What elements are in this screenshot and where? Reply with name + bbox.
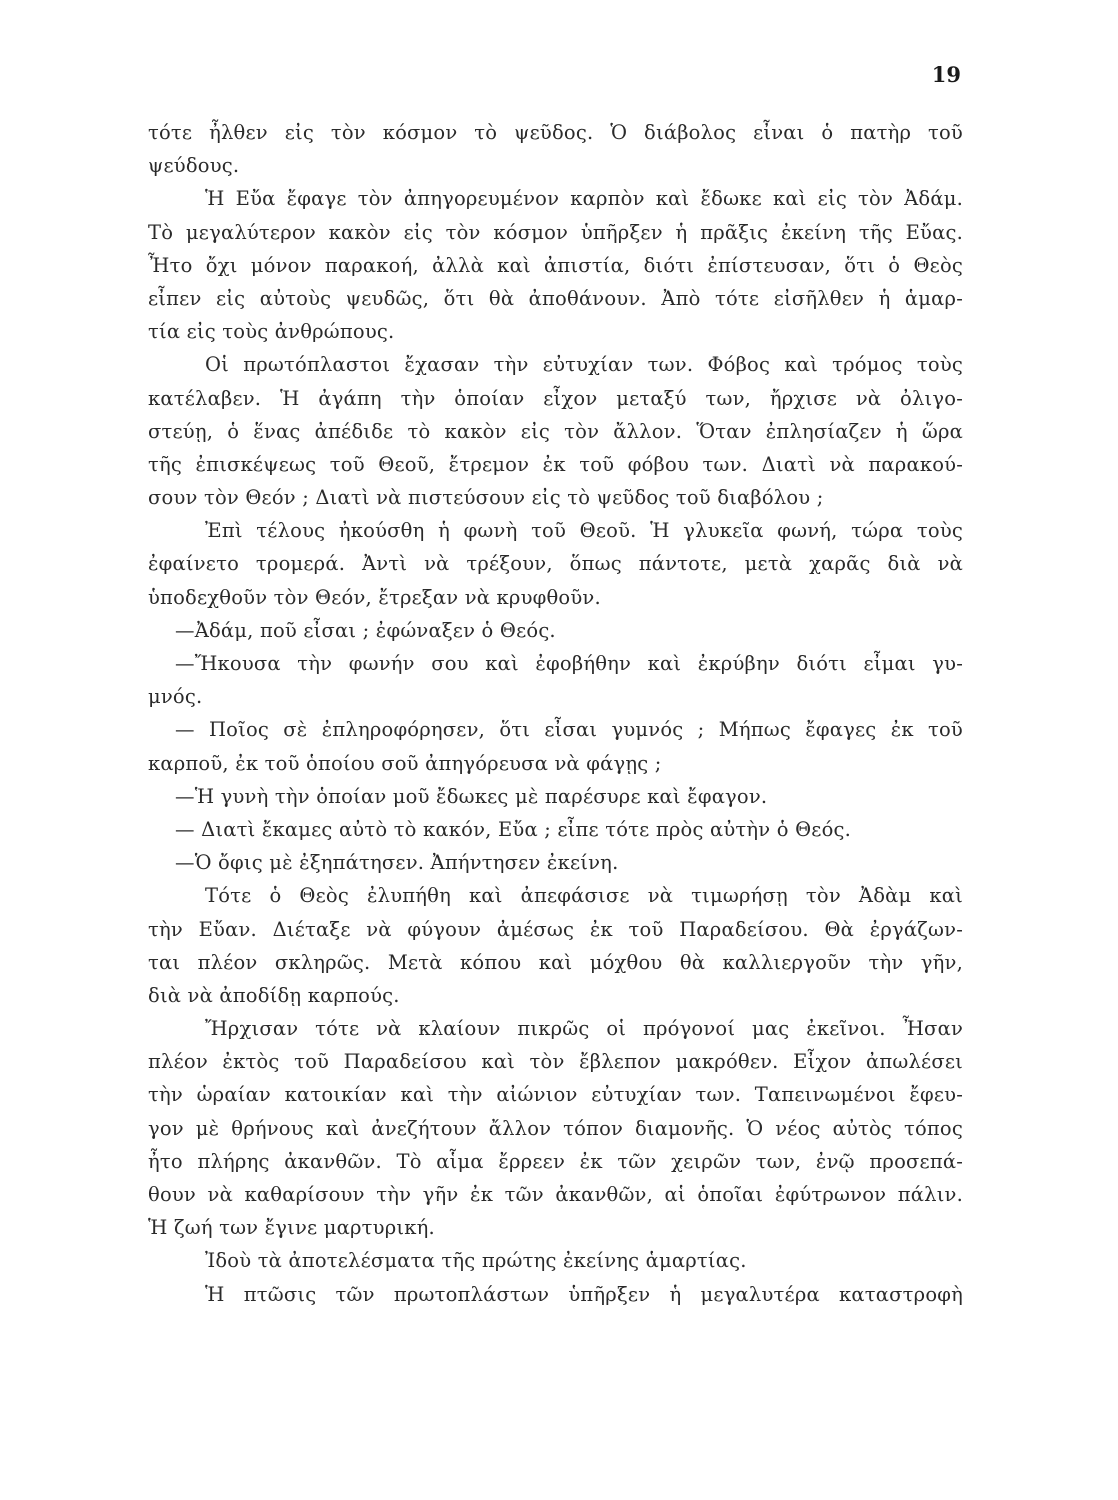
text-line: Ἐπὶ τέλους ἠκούσθη ἡ φωνὴ τοῦ Θεοῦ. Ἡ γλυκεῖα φωνή, τώρα τοὺς (205, 519, 963, 543)
text-line: Ἡ πτῶσις τῶν πρωτοπλάστων ὑπῆρξεν ἡ μεγαλυτέρα καταστροφὴ (205, 1282, 963, 1306)
text-line: θουν νὰ καθαρίσουν τὴν γῆν ἐκ τῶν ἀκανθῶν, αἱ ὁποῖαι ἐφύτρωνον πάλιν. (148, 1183, 963, 1206)
text-line: μνός. (148, 685, 203, 709)
text-line: καρποῦ, ἐκ τοῦ ὁποίου σοῦ ἀπηγόρευσα νὰ φάγῃς ; (148, 751, 662, 775)
text-line: τία εἰς τοὺς ἀνθρώπους. (148, 320, 395, 344)
text-line: —Ὁ ὄφις μὲ ἐξηπάτησεν. Ἀπήντησεν ἐκείνη. (175, 851, 619, 875)
text-line: — Ποῖος σὲ ἐπληροφόρησεν, ὅτι εἶσαι γυμνός ; Μήπως ἔφαγες ἐκ τοῦ (175, 718, 963, 742)
text-line: Ἦτο ὄχι μόνον παρακοή, ἀλλὰ καὶ ἀπιστία, διότι ἐπίστευσαν, ὅτι ὁ Θεὸς (148, 253, 963, 277)
text-line: Ἡ Εὔα ἔφαγε τὸν ἀπηγορευμένον καρπὸν καὶ ἔδωκε καὶ εἰς τὸν Ἀδάμ. (205, 187, 963, 211)
text-line: —Ἀδάμ, ποῦ εἶσαι ; ἐφώναξεν ὁ Θεός. (175, 618, 556, 642)
text-line: Ἰδοὺ τὰ ἀποτελέσματα τῆς πρώτης ἐκείνης ἁμαρτίας. (205, 1249, 747, 1273)
text-line: στεύῃ, ὁ ἕνας ἀπέδιδε τὸ κακὸν εἰς τὸν ἄλλον. Ὅταν ἐπλησίαζεν ἡ ὥρα (148, 419, 963, 443)
text-line: Ἡ ζωή των ἔγινε μαρτυρική. (148, 1216, 435, 1240)
text-line: διὰ νὰ ἀποδίδῃ καρπούς. (148, 983, 400, 1007)
text-line: πλέον ἐκτὸς τοῦ Παραδείσου καὶ τὸν ἔβλεπον μακρόθεν. Εἶχον ἀπωλέσει (148, 1050, 963, 1074)
text-line: ται πλέον σκληρῶς. Μετὰ κόπου καὶ μόχθου θὰ καλλιεργοῦν τὴν γῆν, (148, 950, 963, 974)
text-line: σουν τὸν Θεόν ; Διατὶ νὰ πιστεύσουν εἰς τὸ ψεῦδος τοῦ διαβόλου ; (148, 486, 824, 510)
text-line: γον μὲ θρήνους καὶ ἀνεζήτουν ἄλλον τόπον διαμονῆς. Ὁ νέος αὐτὸς τόπος (148, 1116, 963, 1140)
text-line: ἐφαίνετο τρομερά. Ἀντὶ νὰ τρέξουν, ὅπως πάντοτε, μετὰ χαρᾶς διὰ νὰ (148, 552, 963, 576)
text-line: —Ἤκουσα τὴν φωνήν σου καὶ ἐφοβήθην καὶ ἐκρύβην διότι εἶμαι γυ- (175, 652, 963, 675)
text-line: ἦτο πλήρης ἀκανθῶν. Τὸ αἷμα ἔρρεεν ἐκ τῶν χειρῶν των, ἐνῷ προσεπά- (148, 1149, 963, 1173)
text-line: τὴν ὡραίαν κατοικίαν καὶ τὴν αἰώνιον εὐτυχίαν των. Ταπεινωμένοι ἔφευ- (148, 1083, 963, 1107)
text-line: ψεύδους. (148, 154, 240, 178)
page-number: 19 (931, 62, 961, 87)
text-line: κατέλαβεν. Ἡ ἀγάπη τὴν ὁποίαν εἶχον μεταξύ των, ἤρχισε νὰ ὀλιγο- (148, 386, 963, 410)
text-line: ὑποδεχθοῦν τὸν Θεόν, ἔτρεξαν νὰ κρυφθοῦν. (148, 585, 601, 609)
text-line: εἶπεν εἰς αὐτοὺς ψευδῶς, ὅτι θὰ ἀποθάνουν. Ἀπὸ τότε εἰσῆλθεν ἡ ἁμαρ- (148, 286, 963, 310)
text-line: Τότε ὁ Θεὸς ἐλυπήθη καὶ ἀπεφάσισε νὰ τιμωρήσῃ τὸν Ἀδὰμ καὶ (205, 884, 963, 908)
text-line: Τὸ μεγαλύτερον κακὸν εἰς τὸν κόσμον ὑπῆρξεν ἡ πρᾶξις ἐκείνη τῆς Εὔας. (148, 220, 963, 244)
text-line: τῆς ἐπισκέψεως τοῦ Θεοῦ, ἔτρεμον ἐκ τοῦ φόβου των. Διατὶ νὰ παρακού- (148, 452, 963, 476)
text-line: —Ἡ γυνὴ τὴν ὁποίαν μοῦ ἔδωκες μὲ παρέσυρε καὶ ἔφαγον. (175, 784, 768, 808)
text-line: Οἱ πρωτόπλαστοι ἔχασαν τὴν εὐτυχίαν των. Φόβος καὶ τρόμος τοὺς (205, 353, 963, 377)
text-line: τότε ἦλθεν εἰς τὸν κόσμον τὸ ψεῦδος. Ὁ διάβολος εἶναι ὁ πατὴρ τοῦ (148, 121, 963, 144)
body-text (148, 116, 963, 1311)
text-line: Ἤρχισαν τότε νὰ κλαίουν πικρῶς οἱ πρόγονοί μας ἐκεῖνοι. Ἦσαν (205, 1017, 963, 1041)
text-line: τὴν Εὔαν. Διέταξε νὰ φύγουν ἀμέσως ἐκ τοῦ Παραδείσου. Θὰ ἐργάζων- (148, 917, 963, 941)
text-line: — Διατὶ ἔκαμες αὐτὸ τὸ κακόν, Εὔα ; εἶπε τότε πρὸς αὐτὴν ὁ Θεός. (175, 817, 852, 841)
